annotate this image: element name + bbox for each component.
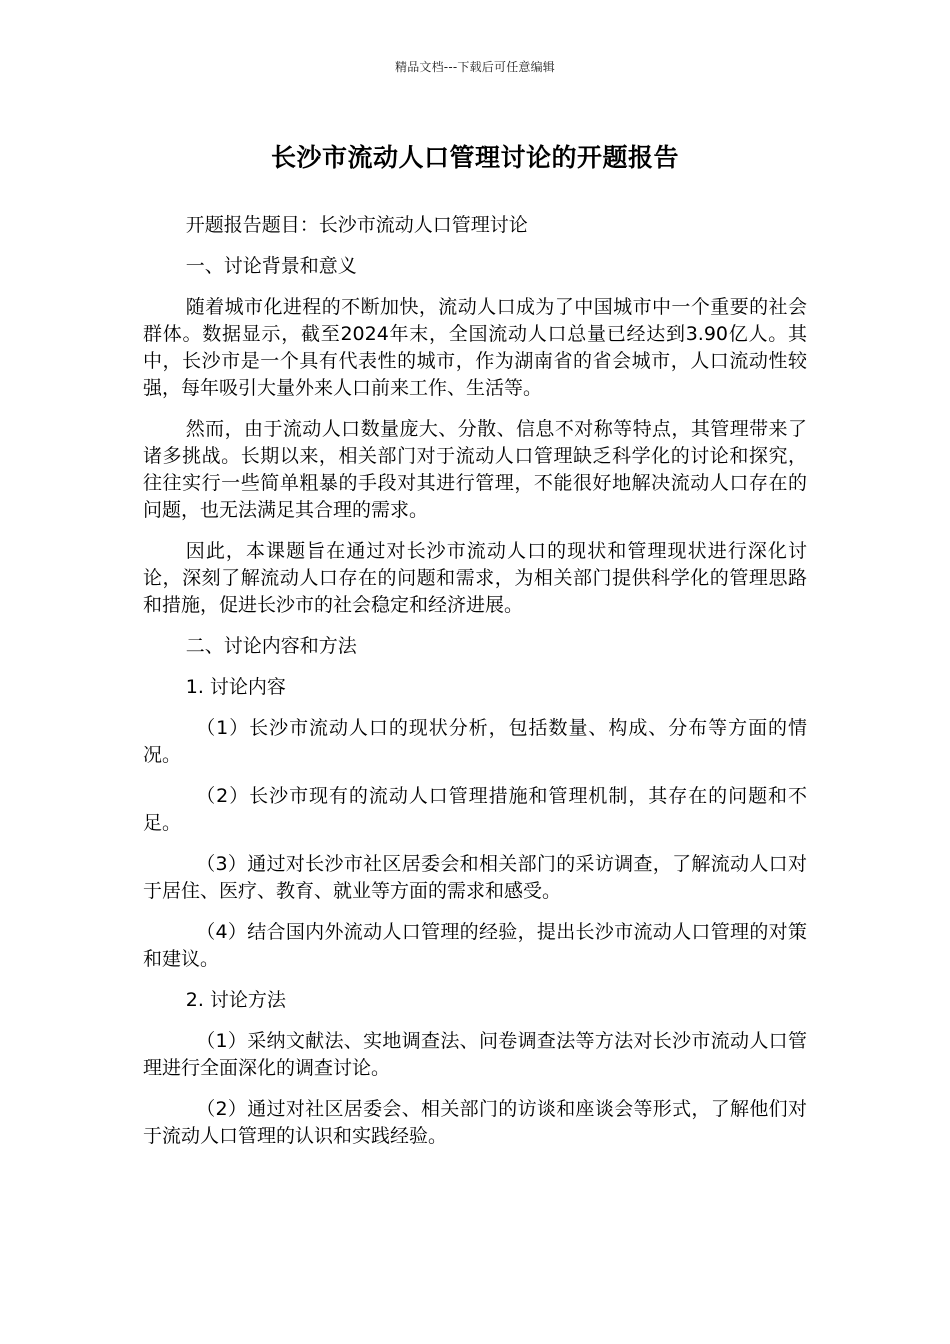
- method-list-item: （1）采纳文献法、实地调查法、问卷调查法等方法对长沙市流动人口管理进行全面深化的调查讨论。: [143, 1030, 807, 1079]
- subsection-method-heading: 2. 讨论方法: [185, 989, 286, 1011]
- section-1-paragraph: 然而，由于流动人口数量庞大、分散、信息不对称等特点，其管理带来了诸多挑战。长期以来，相关部门对于流动人口管理缺乏科学化的讨论和探究，往往实行一些简单粗暴的手段对其进行管理，不能很好地解决流动人口存在的问题，也无法满足其合理的需求。: [143, 418, 807, 521]
- subsection-content-heading: 1. 讨论内容: [185, 676, 286, 698]
- content-list-item: （1）长沙市流动人口的现状分析，包括数量、构成、分布等方面的情况。: [143, 717, 807, 766]
- section-1-heading: 一、讨论背景和意义: [185, 255, 357, 277]
- document-body: [143, 212, 807, 1164]
- section-1-paragraph: 因此，本课题旨在通过对长沙市流动人口的现状和管理现状进行深化讨论，深刻了解流动人口存在的问题和需求，为相关部门提供科学化的管理思路和措施，促进长沙市的社会稳定和经济进展。: [143, 540, 807, 616]
- content-list-item: （2）长沙市现有的流动人口管理措施和管理机制，其存在的问题和不足。: [143, 785, 807, 834]
- section-1-paragraph: 随着城市化进程的不断加快，流动人口成为了中国城市中一个重要的社会群体。数据显示，截至2024年末，全国流动人口总量已经达到3.90亿人。其中，长沙市是一个具有代表性的城市，作为湖南省的省会城市，人口流动性较强，每年吸引大量外来人口前来工作、生活等。: [143, 296, 807, 399]
- section-2-heading: 二、讨论内容和方法: [185, 635, 357, 657]
- document-title: 长沙市流动人口管理讨论的开题报告: [270, 143, 679, 172]
- content-list-item: （4）结合国内外流动人口管理的经验，提出长沙市流动人口管理的对策和建议。: [143, 921, 807, 970]
- topic-line: 开题报告题目：长沙市流动人口管理讨论: [185, 214, 528, 236]
- method-list-item: （2）通过对社区居委会、相关部门的访谈和座谈会等形式，了解他们对于流动人口管理的认识和实践经验。: [143, 1098, 807, 1147]
- content-list-item: （3）通过对长沙市社区居委会和相关部门的采访调查，了解流动人口对于居住、医疗、教育、就业等方面的需求和感受。: [143, 853, 807, 902]
- header-note: 精品文档---下载后可任意编辑: [395, 60, 555, 74]
